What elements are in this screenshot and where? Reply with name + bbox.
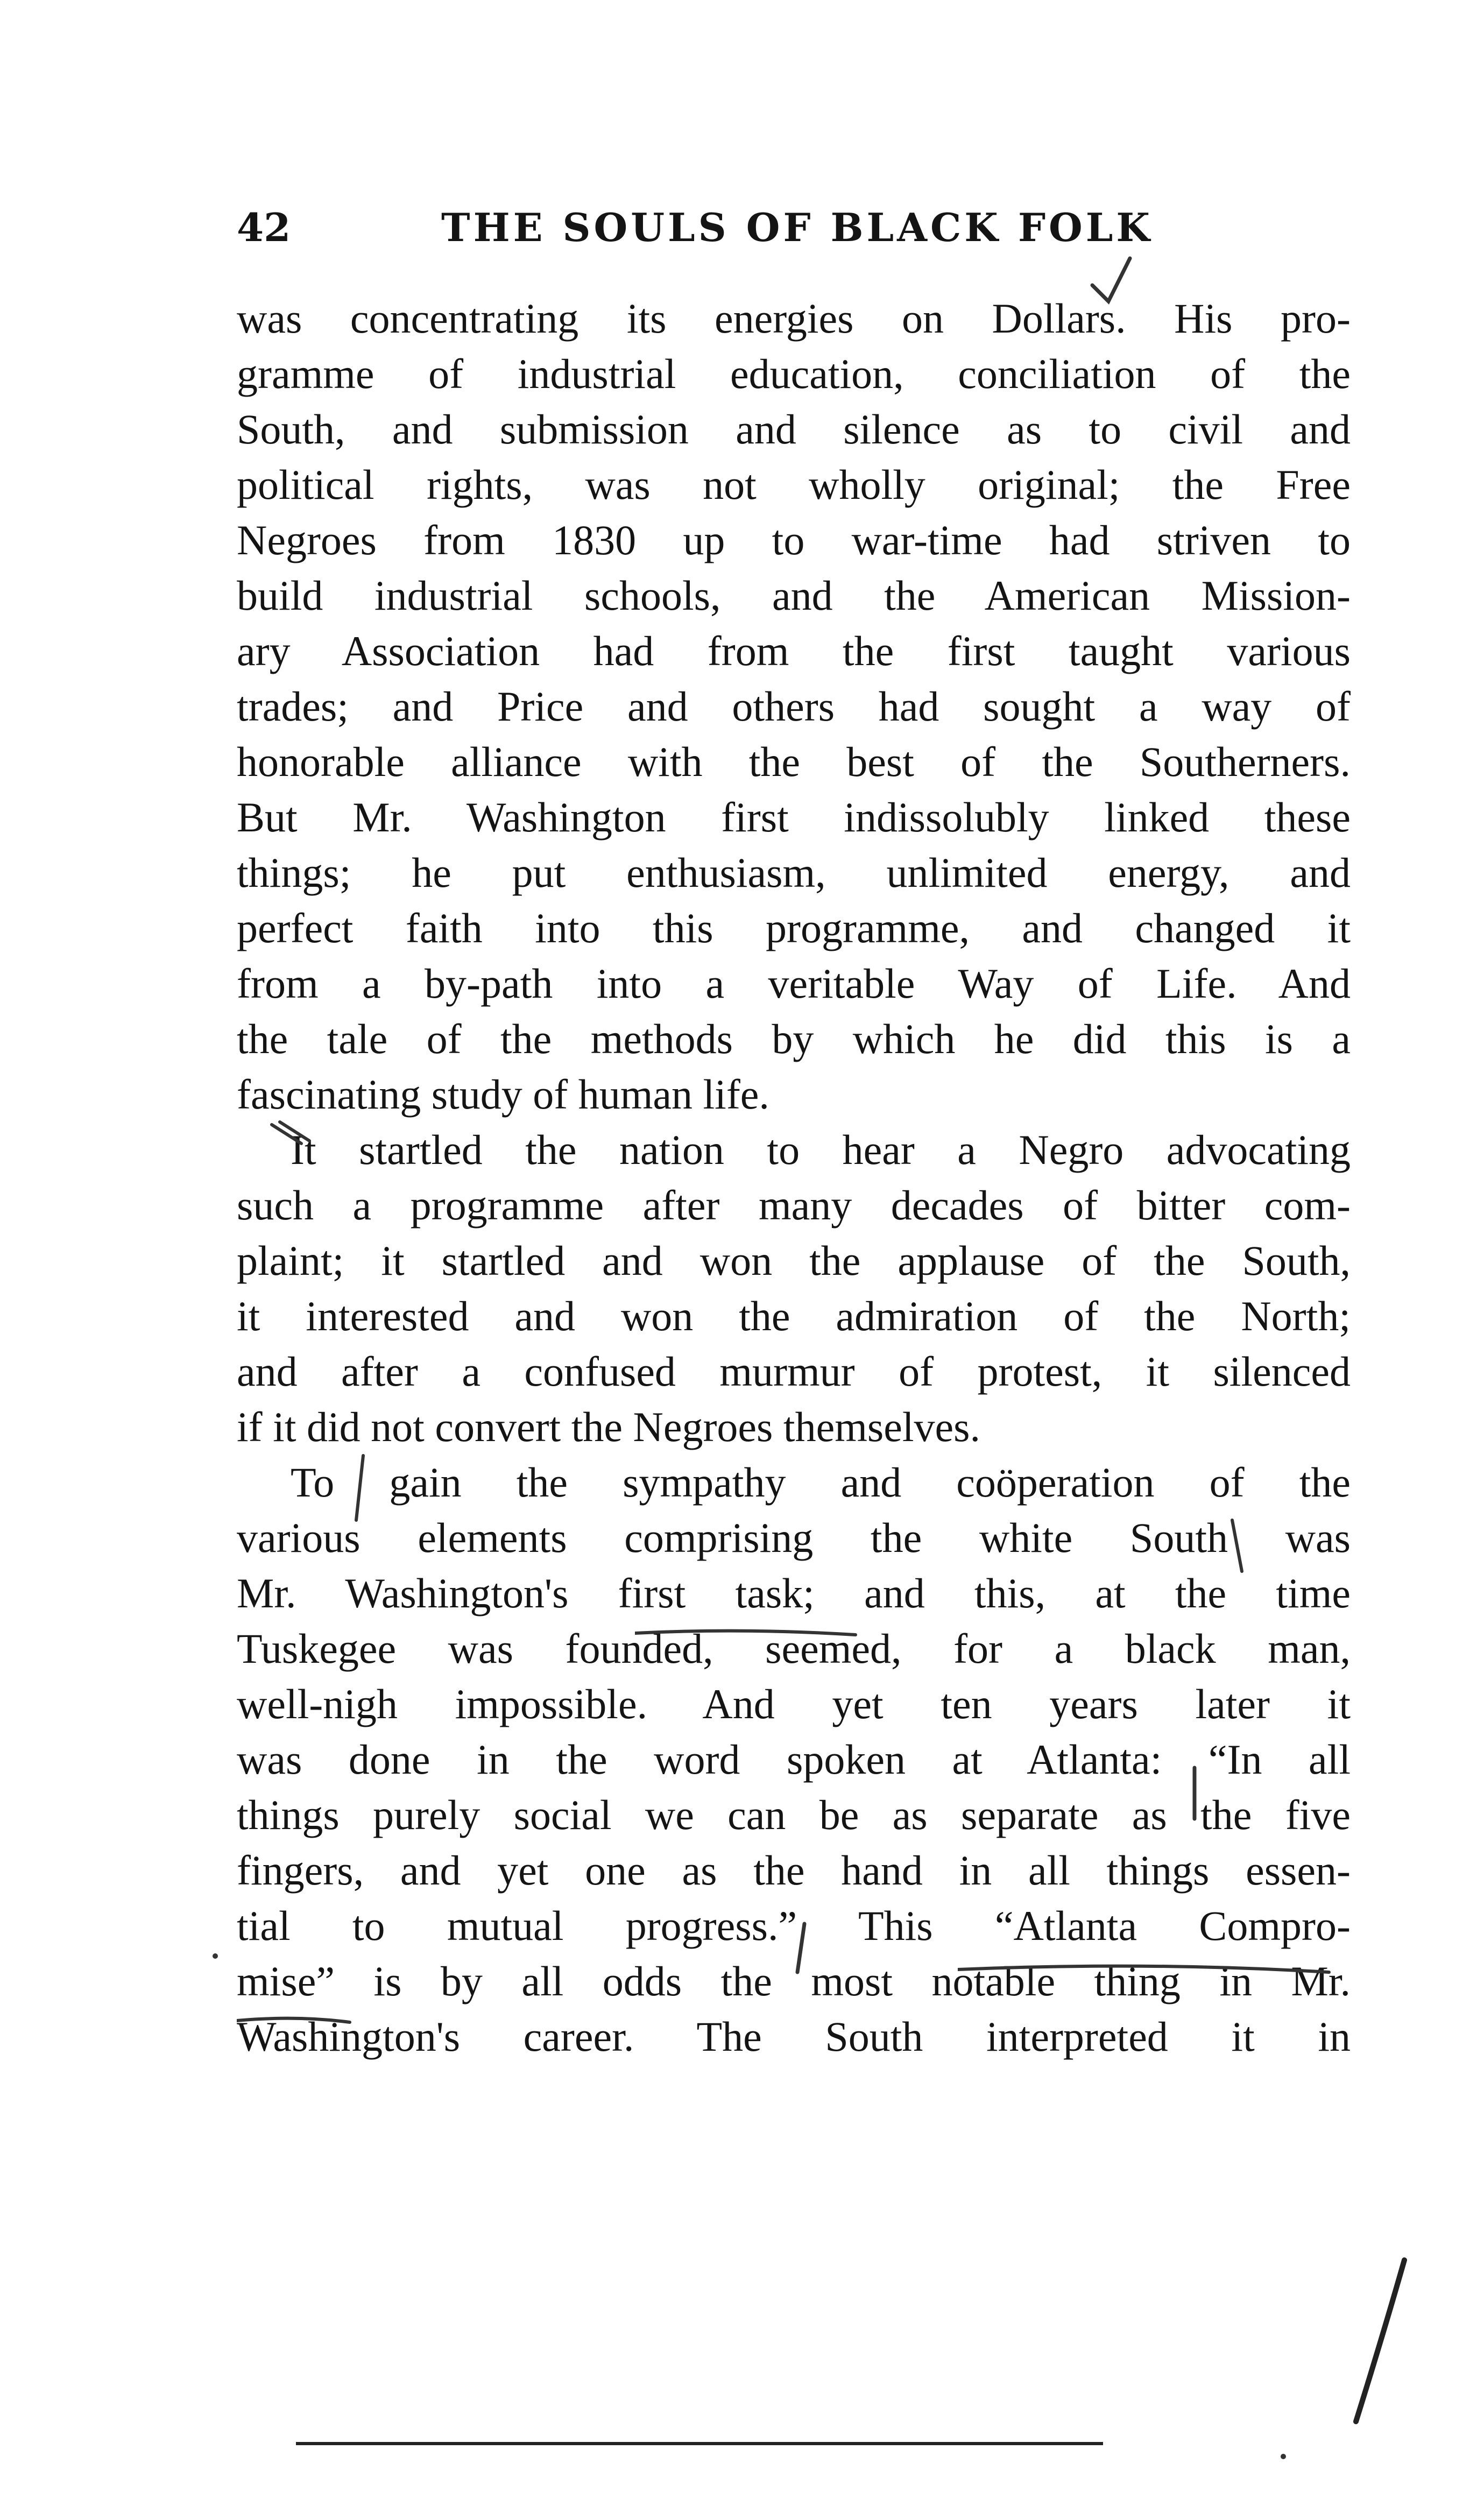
text-line: various elements comprising the white South was bbox=[237, 1514, 1351, 1561]
page-number: 42 bbox=[237, 204, 291, 250]
paragraph bbox=[237, 1122, 1351, 1455]
text-line: was concentrating its energies on Dollars. His pro- bbox=[237, 295, 1351, 342]
text-line: It startled the nation to hear a Negro advocating bbox=[291, 1126, 1351, 1173]
text-line: mise” is by all odds the most notable thing in Mr. bbox=[237, 1958, 1351, 2004]
text-line: Negroes from 1830 up to war-time had striven to bbox=[237, 517, 1351, 563]
text-line: was done in the word spoken at Atlanta: “In all bbox=[237, 1736, 1351, 1783]
page-header bbox=[237, 199, 1351, 258]
text-line: honorable alliance with the best of the Southerners. bbox=[237, 738, 1351, 785]
text-line: the tale of the methods by which he did this is a bbox=[237, 1015, 1351, 1062]
text-line: trades; and Price and others had sought a way of bbox=[237, 683, 1351, 730]
margin-dot bbox=[213, 1953, 218, 1959]
paragraph bbox=[237, 1455, 1351, 2064]
text-line: But Mr. Washington first indissolubly linked these bbox=[237, 794, 1351, 841]
text-line: Tuskegee was founded, seemed, for a black man, bbox=[237, 1625, 1351, 1672]
text-line: To gain the sympathy and coöperation of the bbox=[291, 1459, 1351, 1506]
text-line: Mr. Washington's first task; and this, at the time bbox=[237, 1570, 1351, 1616]
text-line: Washington's career. The South interpreted it in bbox=[237, 2013, 1351, 2060]
running-head: THE SOULS OF BLACK FOLK bbox=[441, 204, 1153, 250]
text-line: from a by-path into a veritable Way of Life. And bbox=[237, 960, 1351, 1007]
text-line: and after a confused murmur of protest, it silenced bbox=[237, 1348, 1351, 1395]
text-line: perfect faith into this programme, and changed it bbox=[237, 905, 1351, 951]
text-line: well-nigh impossible. And yet ten years later it bbox=[237, 1681, 1351, 1727]
bottom-rule bbox=[296, 2442, 1103, 2445]
text-line: gramme of industrial education, conciliation of the bbox=[237, 350, 1351, 397]
text-line: fingers, and yet one as the hand in all things essen- bbox=[237, 1847, 1351, 1894]
text-line: ary Association had from the first taught various bbox=[237, 627, 1351, 674]
text-line: things purely social we can be as separate as the five bbox=[237, 1791, 1351, 1838]
text-line: things; he put enthusiasm, unlimited energy, and bbox=[237, 849, 1351, 896]
text-line: plaint; it startled and won the applause of the South, bbox=[237, 1237, 1351, 1284]
text-line: South, and submission and silence as to civil and bbox=[237, 406, 1351, 453]
text-line: it interested and won the admiration of the North; bbox=[237, 1293, 1351, 1339]
text-line: tial to mutual progress.” This “Atlanta Compro- bbox=[237, 1902, 1351, 1949]
text-line: political rights, was not wholly original; the Free bbox=[237, 461, 1351, 508]
text-line: build industrial schools, and the American Mission- bbox=[237, 572, 1351, 619]
text-line: fascinating study of human life. bbox=[237, 1071, 769, 1118]
body-text bbox=[237, 291, 1351, 2064]
text-line: such a programme after many decades of bitter com- bbox=[237, 1182, 1351, 1229]
text-line: if it did not convert the Negroes themselves. bbox=[237, 1403, 980, 1450]
pencil-margin-slash-icon bbox=[1345, 2255, 1415, 2427]
paragraph bbox=[237, 291, 1351, 1122]
margin-dot bbox=[1281, 2454, 1286, 2459]
